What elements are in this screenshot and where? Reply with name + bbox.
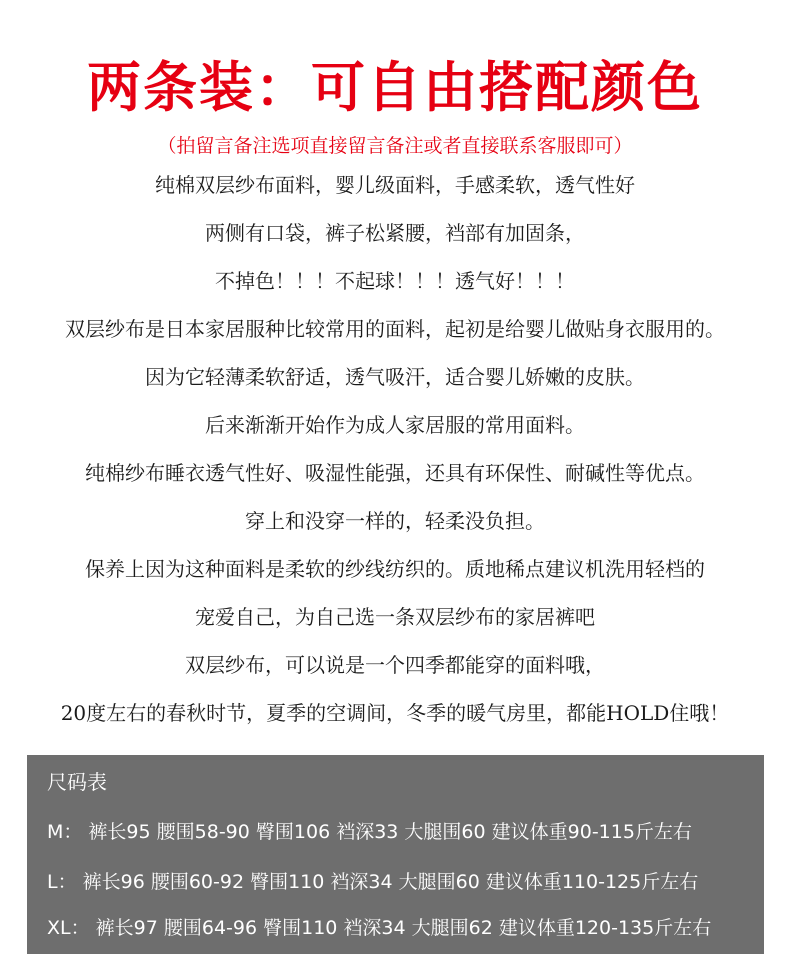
size-row-m: M： 裤长95 腰围58-90 臀围106 裆深33 大腿围60 建议体重90-115斤左右	[47, 821, 692, 843]
description-line: 不掉色！！！不起球！！！透气好！！！	[215, 269, 575, 293]
description-line: 保养上因为这种面料是柔软的纱线纺织的。质地稀点建议机洗用轻档的	[85, 557, 705, 581]
description-line: 双层纱布，可以说是一个四季都能穿的面料哦，	[185, 653, 605, 677]
description-line: 20度左右的春秋时节，夏季的空调间，冬季的暖气房里，都能HOLD住哦！	[60, 701, 730, 725]
description-line: 后来渐渐开始作为成人家居服的常用面料。	[205, 413, 585, 437]
description-line: 两侧有口袋，裤子松紧腰，裆部有加固条，	[205, 221, 585, 245]
description-line: 因为它轻薄柔软舒适，透气吸汗，适合婴儿娇嫩的皮肤。	[145, 365, 645, 389]
page-title: 两条装：可自由搭配颜色	[87, 56, 703, 119]
size-chart-panel	[27, 755, 764, 954]
description-line: 宠爱自己，为自己选一条双层纱布的家居裤吧	[195, 605, 595, 629]
description-line: 双层纱布是日本家居服种比较常用的面料，起初是给婴儿做贴身衣服用的。	[65, 317, 725, 341]
size-row-xl: XL： 裤长97 腰围64-96 臀围110 裆深34 大腿围62 建议体重120-135斤左右	[47, 917, 712, 939]
description-line: 穿上和没穿一样的，轻柔没负担。	[245, 509, 545, 533]
size-chart-heading: 尺码表	[47, 770, 107, 794]
description-line: 纯棉双层纱布面料，婴儿级面料，手感柔软，透气性好	[155, 173, 635, 197]
description-line: 纯棉纱布睡衣透气性好、吸湿性能强，还具有环保性、耐碱性等优点。	[85, 461, 705, 485]
page-subtitle: （拍留言备注选项直接留言备注或者直接联系客服即可）	[157, 135, 633, 157]
size-row-l: L： 裤长96 腰围60-92 臀围110 裆深34 大腿围60 建议体重110-125斤左右	[47, 871, 699, 893]
